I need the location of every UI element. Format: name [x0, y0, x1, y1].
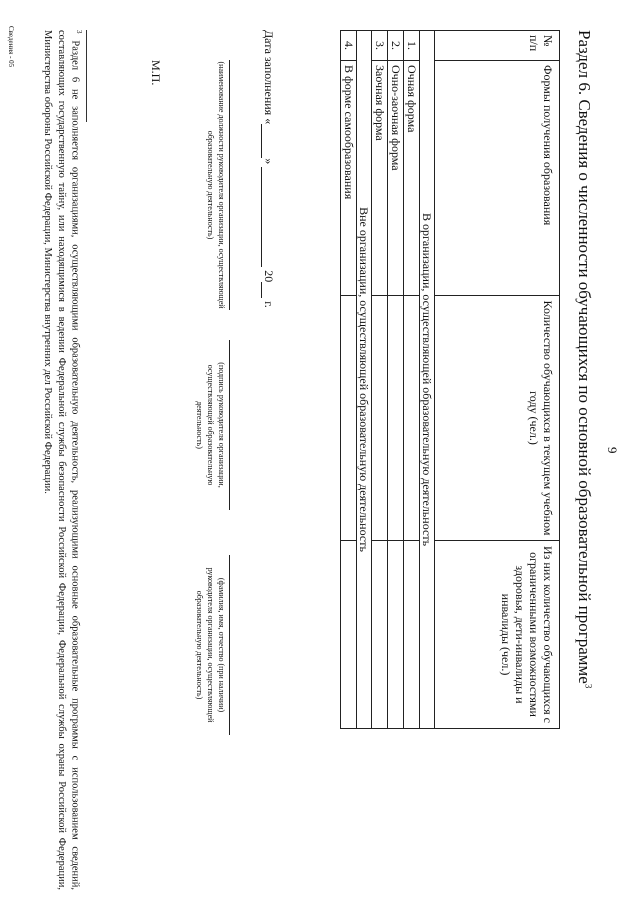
section-title-text: Раздел 6. Сведения о численности обучающихся по основной образовательной программе [575, 30, 594, 684]
signature-caption: (подпись руководителя организации, осуществляющей образовательную деятельность) [194, 340, 230, 510]
date-close-quote: » [262, 158, 276, 165]
footnote-text: Раздел 6 не заполняется организациями, осуществляющими образовательную деятельность, реализующими основные образовательные программы с использованием сведений, составляющих государственную тайну, или находящимися в ведении Федеральной службы безопасности Российской Федерации, Федеральной службы охраны Российской Федерации, Министерства обороны Российской Федерации, Министерства внутренних дел Российской Федерации. [42, 30, 81, 890]
footnote-divider [86, 30, 87, 122]
signature-name [194, 555, 230, 735]
row-number: 2. [388, 31, 404, 61]
row-form: Очная форма [404, 61, 420, 296]
table-row [404, 31, 420, 729]
date-year-prefix: 20 [262, 270, 276, 283]
date-year-field[interactable] [261, 282, 277, 298]
name-caption: (фамилия, имя, отчество (при наличии) руководителя организации, осуществляющей образовательную деятельность) [194, 555, 230, 735]
table-row [341, 31, 357, 729]
header-num: № п/п [435, 31, 560, 61]
row-count-cell[interactable] [341, 296, 357, 541]
section-outside-label: Вне организации, осуществляющей образовательную деятельность [357, 31, 372, 729]
row-number: 3. [372, 31, 388, 61]
row-number: 4. [341, 31, 357, 61]
form-code: Сведения - 05 [7, 26, 15, 68]
section-row-outside [357, 31, 372, 729]
header-disabled: Из них количество обучающихся с ограниченными возможностями здоровья, дети-инвалиды и инвалиды (чел.) [435, 541, 560, 729]
header-count: Количество обучающихся в текущем учебном году (чел.) [435, 296, 560, 541]
page-number: 9 [605, 447, 620, 454]
row-count-cell[interactable] [388, 296, 404, 541]
row-number: 1. [404, 31, 420, 61]
title-footnote-mark: 3 [583, 683, 594, 689]
date-suffix: г. [262, 301, 276, 308]
row-disabled-cell[interactable] [388, 541, 404, 729]
footnote [41, 30, 85, 890]
row-form: В форме самообразования [341, 61, 357, 296]
footnote-mark: 3 [75, 30, 83, 34]
fill-date [261, 30, 277, 308]
section-inside-label: В организации, осуществляющей образовательную деятельность [420, 31, 435, 729]
signature-sign [194, 340, 230, 510]
table-row [372, 31, 388, 729]
table-header-row [435, 31, 560, 729]
row-count-cell[interactable] [404, 296, 420, 541]
row-disabled-cell[interactable] [372, 541, 388, 729]
signature-position [205, 60, 230, 310]
section-title [574, 30, 594, 688]
position-caption: (наименование должности руководителя организации, осуществляющей образовательную деятельность) [205, 60, 230, 310]
date-month-field[interactable] [261, 167, 277, 267]
section-row-inside [420, 31, 435, 729]
row-form: Очно-заочная форма [388, 61, 404, 296]
table-row [388, 31, 404, 729]
row-disabled-cell[interactable] [341, 541, 357, 729]
stamp-label: М.П. [149, 60, 163, 86]
row-count-cell[interactable] [372, 296, 388, 541]
row-form: Заочная форма [372, 61, 388, 296]
row-disabled-cell[interactable] [404, 541, 420, 729]
date-day-field[interactable] [261, 124, 277, 158]
header-forms: Формы получения образования [435, 61, 560, 296]
students-table [340, 30, 560, 729]
date-prefix: Дата заполнения « [262, 30, 276, 125]
